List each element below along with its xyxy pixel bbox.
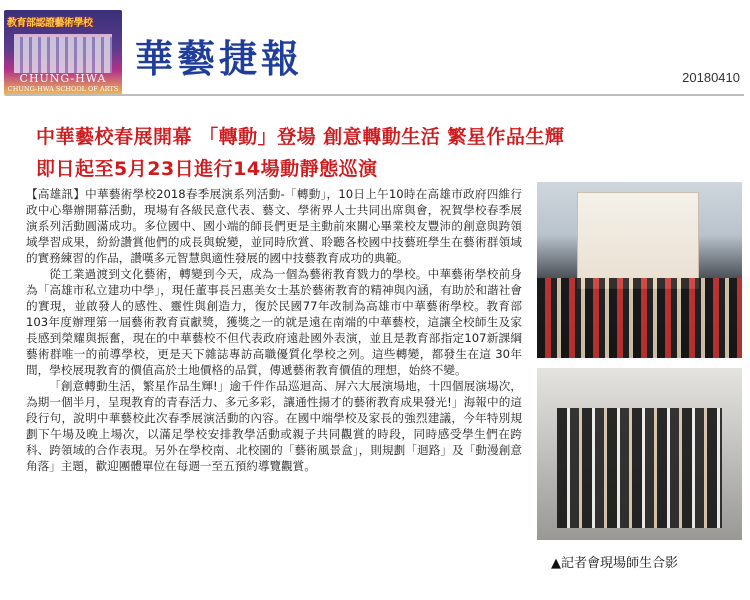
event-banner-graphic [577, 192, 699, 289]
logo-building-graphic [14, 34, 112, 73]
logo-name-en: CHUNG-HWA [19, 72, 107, 85]
article-paragraph-2: 從工業過渡到文化藝術，轉變到今天，成為一個為藝術教育戮力的學校。中華藝術學校前身為「高雄市私立建功中學」，現任董事長呂惠美女士基於藝術教育的精神與內涵，有助於和諧社會的實現，並啟發人的感性、靈性與創造力，復於民國77年改制為高雄市中華藝術學校。教育部103年度辦理第一屆藝術教育貢獻獎，獲獎之一的就是遠在南端的中華藝校，這讓全校師生及家長感到榮耀與振奮，現在的中華藝校不但代表政府遠赴國外表演，並且是教育部指定107新課綱藝術群唯一的前導學校，更是天下雜誌專訪高職優質化學校之列。這些轉變，都發生在這 30年間，學校展現教育的價值高於土地價格的品質，傳遞藝術教育價值的理想，始終不變。 [26, 267, 522, 377]
logo-school-name: 教育部認證藝術學校 [7, 18, 93, 29]
issue-date: 20180410 [682, 70, 740, 85]
article-paragraph-1: 【高雄訊】中華藝術學校2018春季展演系列活動-「轉動」，10日上午10時在高雄市政府四維行政中心舉辦開幕活動，現場有各級民意代表、藝文、學術界人士共同出席與會，祝賀學校春季展演系列活動圓滿成功。多位國中、國小端的師長們更是主動前來關心畢業校友豐沛的創意與跨領域學習成果，紛紛讚賞他們的成長與蛻變，並同時欣賞、聆聽各校國中技藝班學生在藝術群領域的實務練習的作品，讚嘆多元智慧與適性發展的國中技藝教育成功的典範。 [26, 187, 522, 265]
logo-subtitle-en: CHUNG-HWA SCHOOL OF ARTS [7, 85, 119, 93]
newsletter-title: 華藝捷報 [135, 37, 304, 81]
band-members-graphic [557, 408, 722, 528]
article-subheadline: 即日起至5月23日進行14場動靜態巡演 [36, 158, 378, 180]
photo-caption: ▲記者會現場師生合影 [551, 556, 678, 571]
article-paragraph-3: 「創意轉動生活，繁星作品生輝!」逾千件作品巡迴高、屏六大展演場地，十四個展演場次，為期一個半月，呈現教育的青春活力、多元多彩，讓通性揚才的藝術教育成果發光!」海報中的這段行句，說明中華藝校此次春季展演活動的內容。在國中端學校及家長的強烈建議，今年特別規劃下午場及晚上場次，以滿足學校安排教學活動或親子共同觀賞的時段，同時感受學生們在跨科、跨領域的合作表現。另外在學校南、北校園的「藝術風景盒」，則規劃「迴路」及「動漫創意角落」主題，歡迎團體單位在每週一至五預約導覽觀賞。 [26, 379, 522, 473]
header-divider [6, 94, 744, 96]
group-photo-people [537, 278, 742, 358]
band-photo [537, 368, 742, 540]
article-body [26, 186, 522, 474]
article-headline: 中華藝校春展開幕 「轉動」登場 創意轉動生活 繁星作品生輝 [36, 126, 565, 148]
school-logo [4, 10, 122, 96]
press-conference-photo [537, 182, 742, 358]
